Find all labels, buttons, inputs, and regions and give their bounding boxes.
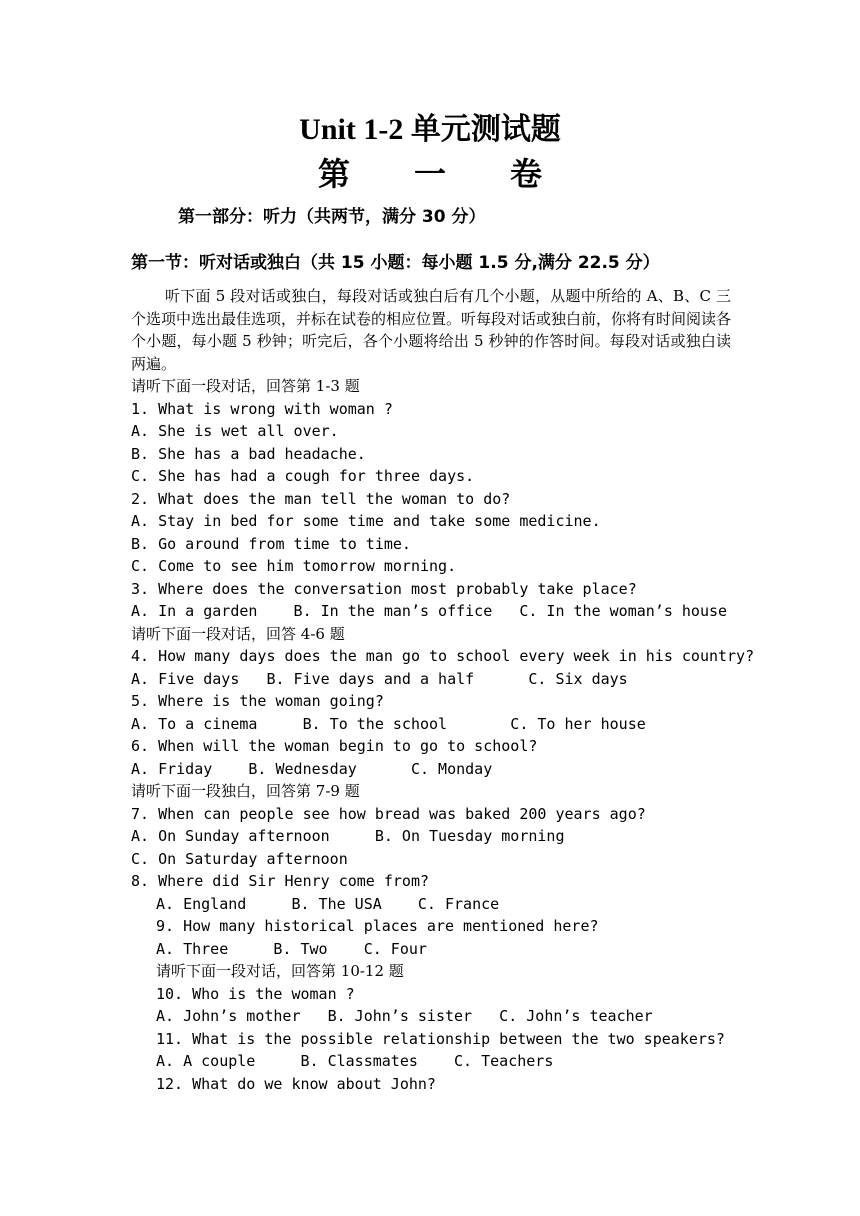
dialogue-intro: 请听下面一段对话，回答 4-6 题 bbox=[131, 624, 345, 643]
answer-option: C. On Saturday afternoon bbox=[131, 849, 348, 868]
answer-option: A. Stay in bed for some time and take some medicine. bbox=[131, 512, 601, 530]
question-text: 3. Where does the conversation most probably take place? bbox=[131, 579, 637, 598]
answer-options: A. A couple B. Classmates C. Teachers bbox=[156, 1052, 554, 1070]
answer-options: A. In a garden B. In the man’s office C. In the woman’s house bbox=[131, 602, 728, 620]
answer-options: A. Five days B. Five days and a half C. Six days bbox=[131, 669, 628, 688]
answer-option: C. Come to see him tomorrow morning. bbox=[131, 557, 457, 575]
answer-option: B. Go around from time to time. bbox=[131, 534, 411, 553]
question-text: 7. When can people see how bread was baked 200 years ago? bbox=[131, 804, 646, 823]
answer-options: A. England B. The USA C. France bbox=[156, 894, 500, 913]
part-heading: 第一部分：听力（共两节，满分 30 分） bbox=[178, 207, 486, 227]
instructions-paragraph: 听下面 5 段对话或独白，每段对话或独白后有几个小题，从题中所给的 A、B、C 三个选项中选出最佳选项，并标在试卷的相应位置。听每段对话或独白前，你将有时间阅读各个小题，每小题 5 秒钟；听完后，各个小题将给出 5 秒钟的作答时间。每段对话或独白读两遍。 bbox=[131, 287, 732, 373]
answer-option: C. She has had a cough for three days. bbox=[131, 467, 475, 485]
dialogue-intro: 请听下面一段对话，回答第 1-3 题 bbox=[131, 377, 360, 395]
question-text: 2. What does the man tell the woman to do? bbox=[131, 489, 511, 508]
volume-heading: 第 一 卷 bbox=[317, 156, 570, 192]
question-text: 11. What is the possible relationship between the two speakers? bbox=[156, 1029, 725, 1048]
question-list bbox=[131, 375, 831, 1095]
answer-options: A. Three B. Two C. Four bbox=[156, 939, 427, 958]
question-text: 10. Who is the woman ? bbox=[156, 984, 355, 1003]
dialogue-intro: 请听下面一段对话，回答第 10-12 题 bbox=[156, 962, 404, 980]
answer-option: B. She has a bad headache. bbox=[131, 444, 366, 463]
monologue-intro: 请听下面一段独白，回答第 7-9 题 bbox=[131, 782, 360, 800]
question-text: 8. Where did Sir Henry come from? bbox=[131, 872, 430, 890]
question-text: 9. How many historical places are mentioned here? bbox=[156, 917, 599, 935]
question-text: 12. What do we know about John? bbox=[156, 1074, 436, 1093]
answer-option: A. She is wet all over. bbox=[131, 422, 339, 440]
answer-options: A. John’s mother B. John’s sister C. John’s teacher bbox=[156, 1007, 653, 1025]
answer-options: A. To a cinema B. To the school C. To her house bbox=[131, 714, 646, 733]
document-title: Unit 1-2 单元测试题 bbox=[299, 113, 561, 146]
answer-options: A. Friday B. Wednesday C. Monday bbox=[131, 759, 493, 778]
question-text: 5. Where is the woman going? bbox=[131, 692, 384, 710]
question-text: 4. How many days does the man go to school every week in his country? bbox=[131, 647, 755, 665]
question-text: 1. What is wrong with woman ? bbox=[131, 399, 393, 418]
answer-options: A. On Sunday afternoon B. On Tuesday morning bbox=[131, 827, 565, 845]
question-text: 6. When will the woman begin to go to school? bbox=[131, 737, 538, 755]
section-heading: 第一节：听对话或独白（共 15 小题：每小题 1.5 分,满分 22.5 分） bbox=[131, 253, 660, 273]
